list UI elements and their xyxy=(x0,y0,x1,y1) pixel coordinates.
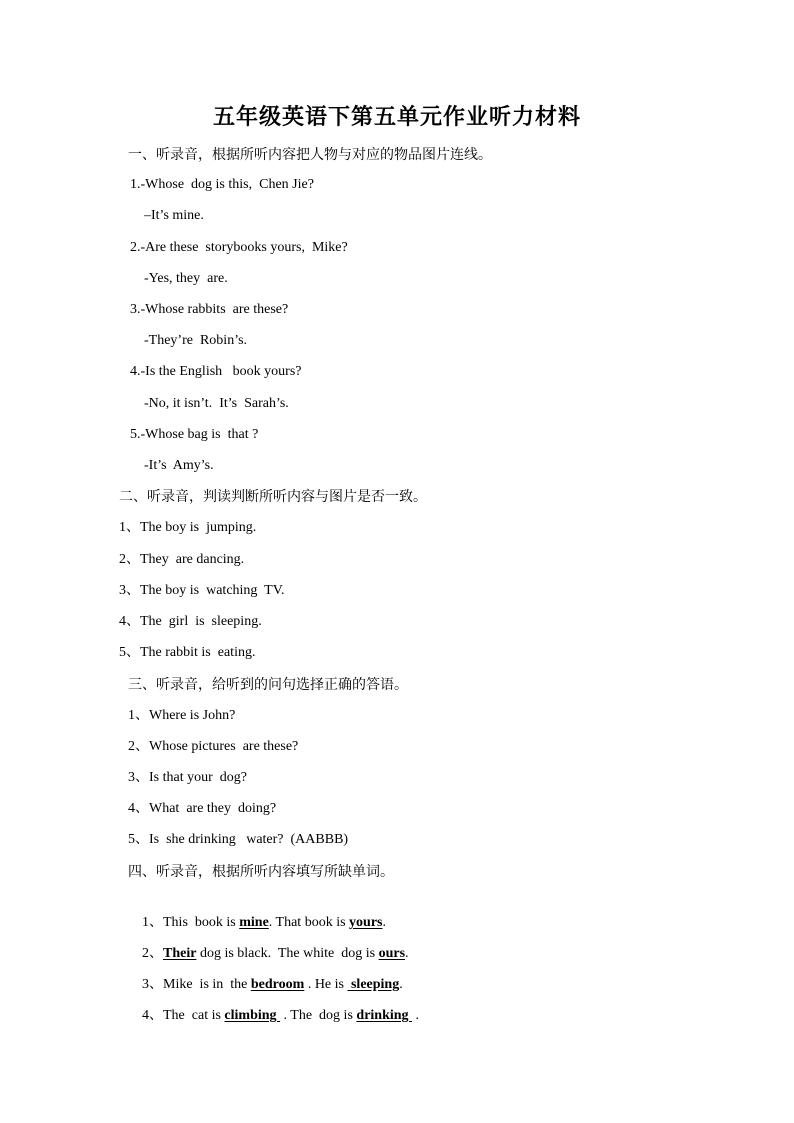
s1-a5: -It’s Amy’s. xyxy=(144,458,214,473)
s2-item-1: 1、The boy is jumping. xyxy=(119,520,257,535)
answer-blank: mine xyxy=(239,915,269,930)
s2-item-4: 4、The girl is sleeping. xyxy=(119,614,262,629)
s4-item-3-text-c: . xyxy=(399,977,403,992)
answer-blank: climbing xyxy=(224,1008,281,1023)
s1-a2: -Yes, they are. xyxy=(144,271,228,286)
s3-item-5: 5、Is she drinking water? (AABBB) xyxy=(128,832,349,847)
s3-item-3: 3、Is that your dog? xyxy=(128,770,247,785)
s1-q2: 2.-Are these storybooks yours, Mike? xyxy=(130,240,348,255)
s2-item-5: 5、The rabbit is eating. xyxy=(119,645,256,660)
s4-item-3-text-a: 3、Mike is in the xyxy=(142,977,251,992)
section-4-heading: 四、听录音，根据所听内容填写所缺单词。 xyxy=(128,864,394,880)
answer-blank: drinking xyxy=(356,1008,413,1023)
s4-item-2-text-a: 2、 xyxy=(142,946,163,961)
s4-item-1-text-a: 1、This book is xyxy=(142,915,240,930)
s3-item-4: 4、What are they doing? xyxy=(128,801,277,816)
s4-item-4-text-a: 4、The cat is xyxy=(142,1008,225,1023)
section-1-heading: 一、听录音，根据所听内容把人物与对应的物品图片连线。 xyxy=(128,147,492,163)
s1-a1: –It’s mine. xyxy=(144,208,204,223)
answer-blank: yours xyxy=(349,915,383,930)
s4-item-1-text-b: . That book is xyxy=(268,915,350,930)
answer-blank: bedroom xyxy=(250,977,305,992)
s3-item-1: 1、Where is John? xyxy=(128,708,236,723)
s1-q3: 3.-Whose rabbits are these? xyxy=(130,302,289,317)
s4-item-4-text-c: . xyxy=(412,1008,420,1023)
s4-item-4-text-b: . The dog is xyxy=(280,1008,357,1023)
s1-a3: -They’re Robin’s. xyxy=(144,333,248,348)
s2-item-2: 2、They are dancing. xyxy=(119,552,245,567)
s4-item-4 xyxy=(128,986,419,1046)
s4-item-2-text-c: . xyxy=(405,946,409,961)
page-title: 五年级英语下第五单元作业听力材料 xyxy=(212,104,581,130)
section-2-heading: 二、听录音，判读判断所听内容与图片是否一致。 xyxy=(119,489,427,505)
answer-blank: ours xyxy=(378,946,406,961)
s1-q1: 1.-Whose dog is this, Chen Jie? xyxy=(130,177,314,192)
s1-q5: 5.-Whose bag is that ? xyxy=(130,427,259,442)
s2-item-3: 3、The boy is watching TV. xyxy=(119,583,285,598)
s4-item-1-text-c: . xyxy=(382,915,386,930)
s4-item-2-text-b: dog is black. The white dog is xyxy=(196,946,379,961)
s1-a4: -No, it isn’t. It’s Sarah’s. xyxy=(144,396,289,411)
s4-item-3-text-b: . He is xyxy=(304,977,348,992)
section-3-heading: 三、听录音，给听到的问句选择正确的答语。 xyxy=(128,677,408,693)
s1-q4: 4.-Is the English book yours? xyxy=(130,364,302,379)
s3-item-2: 2、Whose pictures are these? xyxy=(128,739,299,754)
answer-blank: sleeping xyxy=(347,977,400,992)
answer-blank: Their xyxy=(163,946,197,961)
